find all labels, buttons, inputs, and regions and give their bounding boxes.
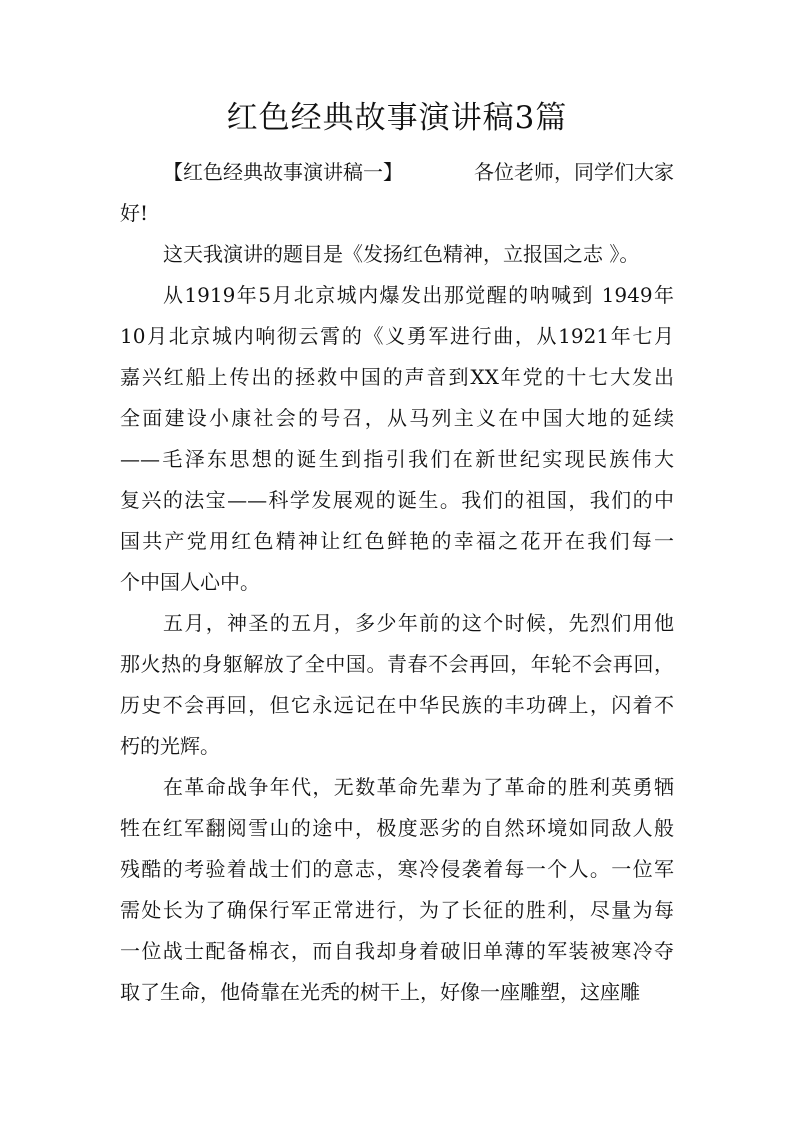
paragraph xyxy=(120,234,674,275)
paragraph-line: 需处长为了确保行军正常进行，为了长征的胜利，尽量为每 xyxy=(120,898,674,922)
paragraph-line: 这天我演讲的题目是《发扬红色精神，立报国之志 》。 xyxy=(163,242,640,266)
document-title: 红色经典故事演讲稿3篇 xyxy=(226,100,568,136)
intro-greeting: 各位老师，同学们大家 xyxy=(474,160,674,184)
paragraph xyxy=(120,603,674,767)
paragraph-line: 10月北京城内响彻云霄的《义勇军进行曲，从1921年七月 xyxy=(120,324,674,348)
paragraph-line: 在革命战争年代，无数革命先辈为了革命的胜利英勇牺 xyxy=(163,775,674,799)
intro-greeting-end: 好! xyxy=(120,201,149,225)
paragraph-line: 个中国人心中。 xyxy=(120,570,260,594)
intro-line xyxy=(120,152,674,193)
paragraph-line: 国共产党用红色精神让红色鲜艳的幸福之花开在我们每一 xyxy=(120,529,674,553)
intro-heading: 【红色经典故事演讲稿一】 xyxy=(163,160,403,184)
paragraph xyxy=(120,767,674,1013)
paragraph-line: 嘉兴红船上传出的拯救中国的声音到XX年党的十七大发出 xyxy=(120,365,674,389)
paragraph-line: 朽的光辉。 xyxy=(120,734,220,758)
paragraph-list xyxy=(120,234,674,1013)
paragraph-line: 一位战士配备棉衣，而自我却身着破旧单薄的军装被寒冷夺 xyxy=(120,939,674,963)
paragraph-line: 五月，神圣的五月，多少年前的这个时候，先烈们用他 xyxy=(163,611,674,635)
paragraph-line: 历史不会再回，但它永远记在中华民族的丰功碑上，闪着不 xyxy=(120,693,674,717)
document-body xyxy=(120,152,674,1013)
paragraph xyxy=(120,275,674,603)
paragraph-line: 取了生命，他倚靠在光秃的树干上，好像一座雕塑，这座雕 xyxy=(120,980,640,1004)
paragraph-line: ——毛泽东思想的诞生到指引我们在新世纪实现民族伟大 xyxy=(120,447,674,471)
paragraph-line: 全面建设小康社会的号召，从马列主义在中国大地的延续 xyxy=(120,406,674,430)
paragraph-line: 那火热的身躯解放了全中国。青春不会再回，年轮不会再回， xyxy=(120,652,674,676)
paragraph-line: 牲在红军翻阅雪山的途中，极度恶劣的自然环境如同敌人般 xyxy=(120,816,674,840)
paragraph-line: 从1919年5月北京城内爆发出那觉醒的呐喊到 1949年 xyxy=(163,283,674,307)
paragraph-line: 复兴的法宝——科学发展观的诞生。我们的祖国，我们的中 xyxy=(120,488,674,512)
paragraph-line: 残酷的考验着战士们的意志，寒冷侵袭着每一个人。一位军 xyxy=(120,857,674,881)
